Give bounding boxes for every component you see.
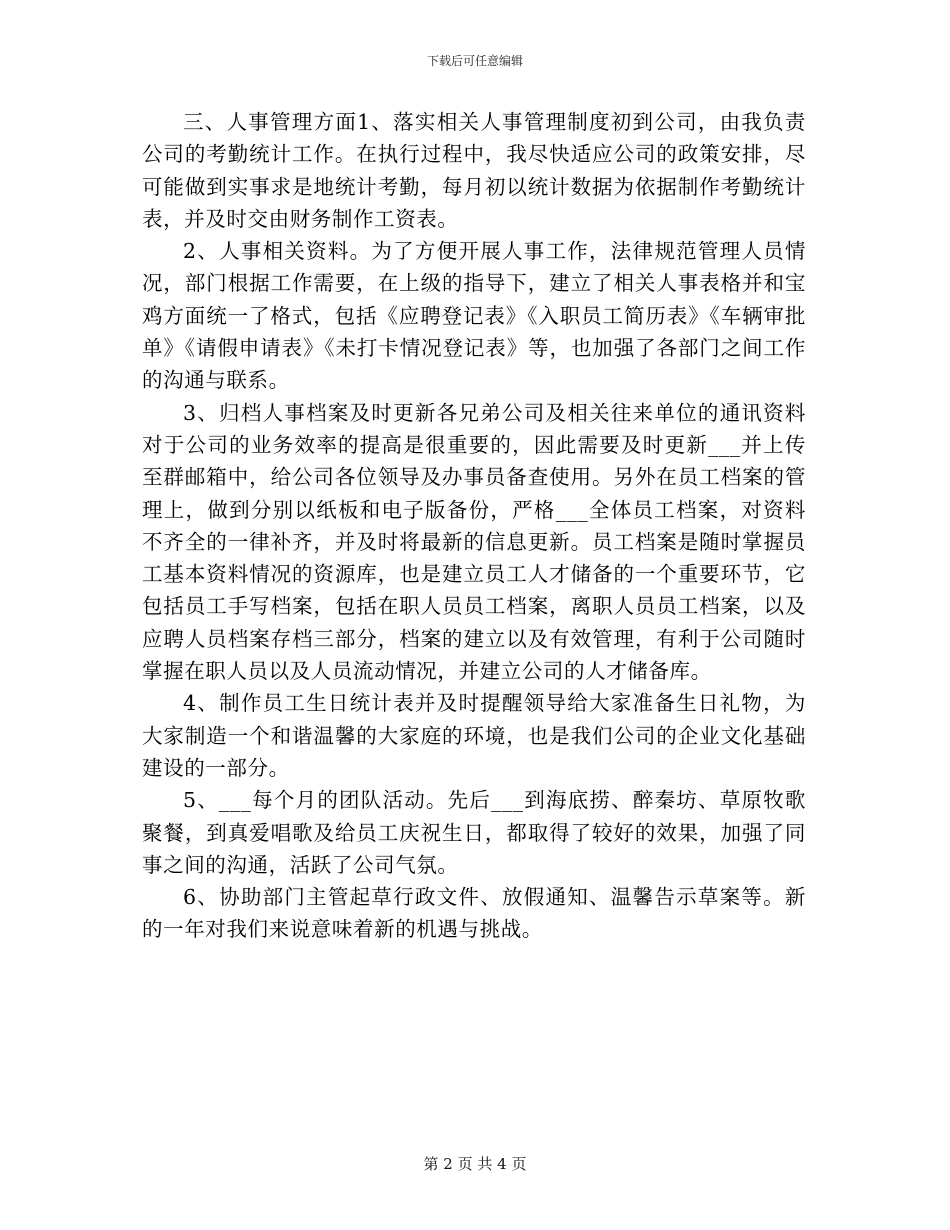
paragraph-personnel-management: 三、人事管理方面1、落实相关人事管理制度初到公司，由我负责公司的考勤统计工作。在执行过程中，我尽快适应公司的政策安排，尽可能做到实事求是地统计考勤，每月初以统计数据为依据制作考勤统计表，并及时交由财务制作工资表。 bbox=[142, 110, 806, 231]
paragraph-drafting-documents: 6、协助部门主管起草行政文件、放假通知、温馨告示草案等。新的一年对我们来说意味着新的机遇与挑战。 bbox=[142, 885, 806, 942]
paragraph-team-activities: 5、___每个月的团队活动。先后___到海底捞、醉秦坊、草原牧歌聚餐，到真爱唱歌及给员工庆祝生日，都取得了较好的效果，加强了同事之间的沟通，活跃了公司气氛。 bbox=[142, 788, 806, 877]
paragraph-archives: 3、归档人事档案及时更新各兄弟公司及相关往来单位的通讯资料对于公司的业务效率的提高是很重要的，因此需要及时更新___并上传至群邮箱中，给公司各位领导及办事员备查使用。另外在员工档案的管理上，做到分别以纸板和电子版备份，严格___全体员工档案，对资料不齐全的一律补齐，并及时将最新的信息更新。员工档案是随时掌握员工基本资料情况的资源库，也是建立员工人才储备的一个重要环节，它包括员工手写档案，包括在职人员员工档案，离职人员员工档案，以及应聘人员档案存档三部分，档案的建立以及有效管理，有利于公司随时掌握在职人员以及人员流动情况，并建立公司的人才储备库。 bbox=[142, 400, 806, 684]
header-note: 下载后可任意编辑 bbox=[426, 54, 523, 68]
document-body bbox=[142, 106, 806, 946]
page-number: 第 2 页 共 4 页 bbox=[423, 1155, 527, 1173]
paragraph-personnel-materials: 2、人事相关资料。为了方便开展人事工作，法律规范管理人员情况，部门根据工作需要，在上级的指导下，建立了相关人事表格并和宝鸡方面统一了格式，包括《应聘登记表》《入职员工简历表》《车辆审批单》《请假申请表》《未打卡情况登记表》等，也加强了各部门之间工作的沟通与联系。 bbox=[142, 239, 806, 393]
paragraph-birthday-stats: 4、制作员工生日统计表并及时提醒领导给大家准备生日礼物，为大家制造一个和谐温馨的大家庭的环境，也是我们公司的企业文化基础建设的一部分。 bbox=[142, 691, 806, 780]
